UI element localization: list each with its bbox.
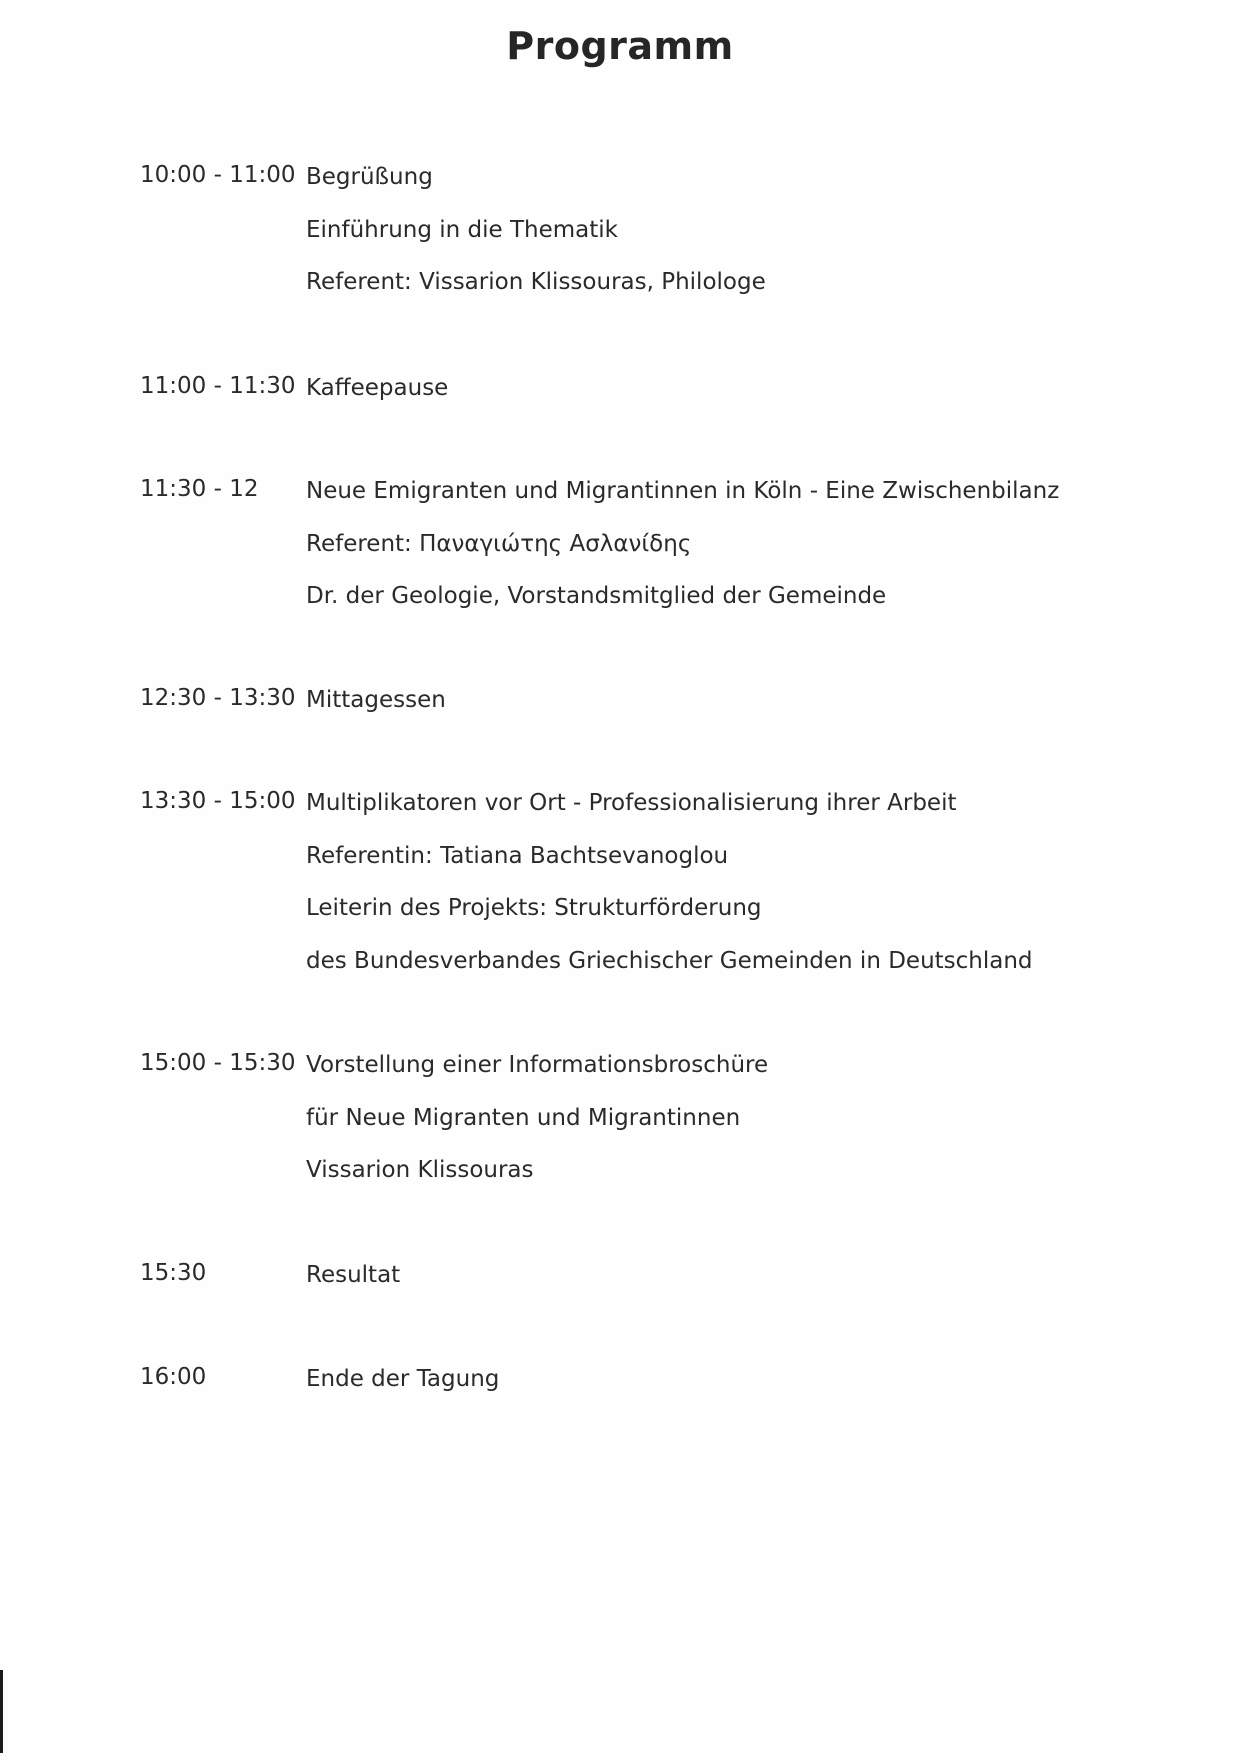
page-title: Programm — [506, 24, 734, 68]
scan-edge-mark — [0, 1670, 3, 1753]
entry-lines — [306, 373, 1206, 426]
entry-line: Begrüßung — [306, 164, 433, 190]
entry-line: Resultat — [306, 1262, 401, 1288]
entry-line: für Neue Migranten und Migrantinnen — [306, 1104, 741, 1131]
entry-line: Referent: Παναγιώτης Ασλανίδης — [306, 530, 692, 557]
entry-time: 11:30 - 12 — [140, 476, 259, 502]
entry-time: 15:00 - 15:30 — [140, 1050, 296, 1076]
entry-line: des Bundesverbandes Griechischer Gemeinden in Deutschland — [306, 947, 1033, 974]
entry-lines — [306, 162, 1206, 320]
entry-line: Neue Emigranten und Migrantinnen in Köln - Eine Zwischenbilanz — [306, 478, 1060, 504]
entry-time: 16:00 — [140, 1364, 207, 1390]
entry-lines — [306, 1260, 1206, 1313]
entry-line: Vissarion Klissouras — [306, 1157, 534, 1183]
entry-lines — [306, 476, 1206, 634]
entry-lines — [306, 788, 1206, 998]
entry-line: Referent: Vissarion Klissouras, Philologe — [306, 269, 766, 295]
entry-lines — [306, 685, 1206, 738]
entry-line: Dr. der Geologie, Vorstandsmitglied der Gemeinde — [306, 583, 887, 609]
entry-line: Vorstellung einer Informationsbroschüre — [306, 1052, 769, 1078]
entry-line: Mittagessen — [306, 687, 446, 713]
entry-line: Referentin: Tatiana Bachtsevanoglou — [306, 842, 729, 869]
entry-time: 12:30 - 13:30 — [140, 685, 296, 711]
entry-time: 15:30 — [140, 1260, 207, 1286]
entry-lines — [306, 1364, 1206, 1417]
entry-time: 10:00 - 11:00 — [140, 162, 296, 188]
entry-line: Ende der Tagung — [306, 1366, 500, 1392]
entry-lines — [306, 1050, 1206, 1208]
entry-time: 11:00 - 11:30 — [140, 373, 296, 399]
entry-line: Multiplikatoren vor Ort - Professionalisierung ihrer Arbeit — [306, 790, 957, 816]
entry-line: Kaffeepause — [306, 375, 449, 401]
entry-time: 13:30 - 15:00 — [140, 788, 296, 814]
entry-line: Leiterin des Projekts: Strukturförderung — [306, 895, 762, 921]
entry-line: Einführung in die Thematik — [306, 216, 619, 243]
